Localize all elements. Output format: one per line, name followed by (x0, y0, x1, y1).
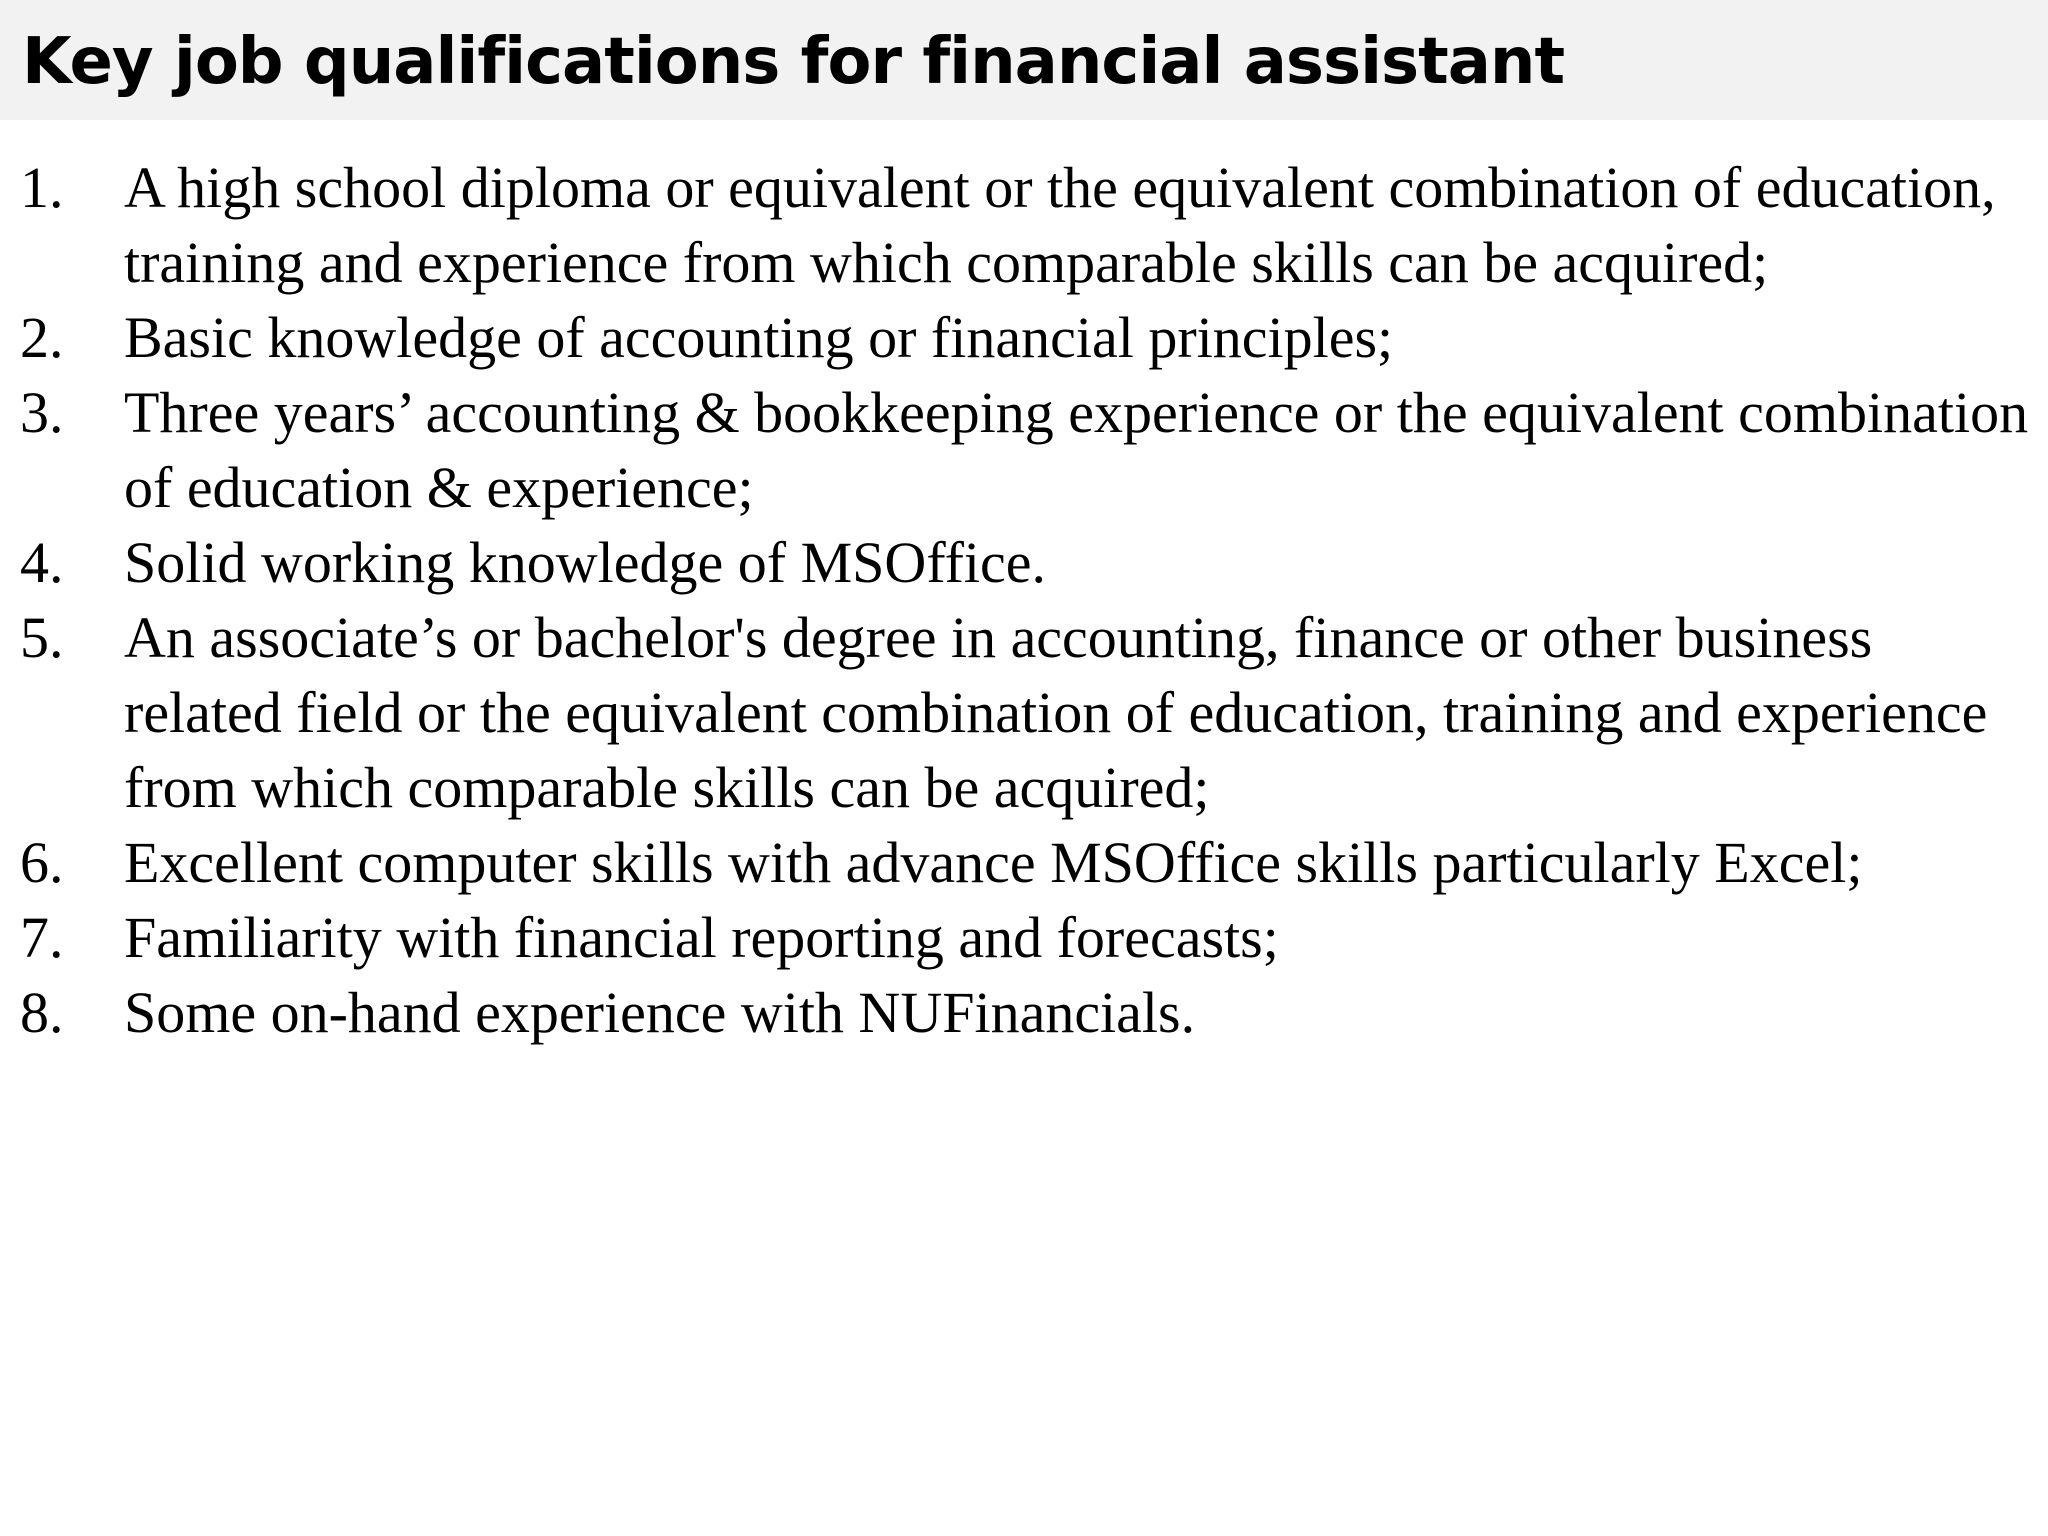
list-item-text: Familiarity with financial reporting and forecasts; (124, 905, 1279, 970)
list-item (0, 900, 2030, 975)
list-item-text: Some on-hand experience with NUFinancials. (124, 980, 1196, 1045)
list-item-text: A high school diploma or equivalent or the equivalent combination of education, training and experience from which comparable skills can be acquired; (124, 155, 1996, 295)
list-item-number: 4. (20, 530, 64, 595)
list-item (0, 300, 2030, 375)
list-item-text: Solid working knowledge of MSOffice. (124, 530, 1046, 595)
list-item (0, 375, 2030, 525)
list-item-text: An associate’s or bachelor's degree in accounting, finance or other business related field or the equivalent combination of education, training and experience from which comparable skills can be acquired; (124, 605, 1988, 820)
list-item-text: Excellent computer skills with advance MSOffice skills particularly Excel; (124, 830, 1863, 895)
qualifications-list (0, 150, 2030, 1050)
list-item-number: 2. (20, 305, 64, 370)
list-item-text: Three years’ accounting & bookkeeping experience or the equivalent combination of education & experience; (124, 380, 2029, 520)
list-item-number: 3. (20, 380, 64, 445)
list-item (0, 975, 2030, 1050)
list-item (0, 150, 2030, 300)
list-item (0, 525, 2030, 600)
list-item-number: 6. (20, 830, 64, 895)
list-item (0, 825, 2030, 900)
list-item-text: Basic knowledge of accounting or financial principles; (124, 305, 1394, 370)
page-title: Key job qualifications for financial assistant (22, 25, 1565, 99)
list-item (0, 600, 2030, 825)
list-item-number: 5. (20, 605, 64, 670)
list-item-number: 1. (20, 155, 64, 220)
list-item-number: 8. (20, 980, 64, 1045)
title-bar (0, 0, 2048, 120)
list-item-number: 7. (20, 905, 64, 970)
